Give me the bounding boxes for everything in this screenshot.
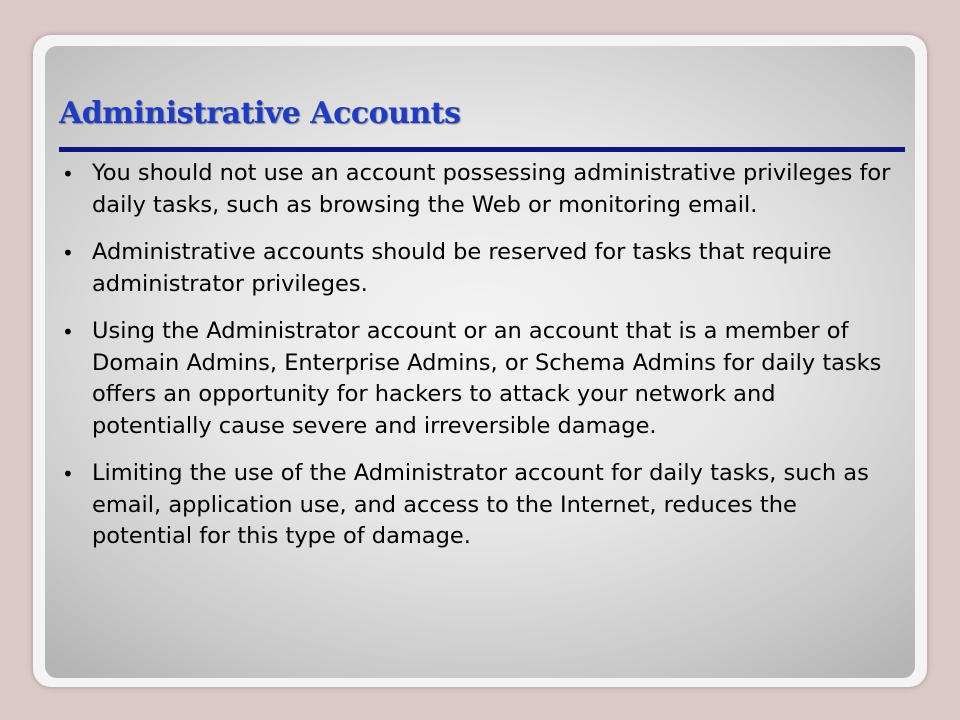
title-underline [59, 147, 905, 152]
bullet-text: Administrative accounts should be reserved for tasks that require administrator privileges. [92, 239, 832, 297]
bullet-list [62, 158, 892, 569]
bullet-text: You should not use an account possessing administrative privileges for daily tasks, such as browsing the Web or monitoring email. [92, 160, 891, 218]
bullet-icon: • [62, 320, 74, 344]
bullet-icon: • [62, 162, 74, 186]
bullet-icon: • [62, 462, 74, 486]
slide [45, 46, 915, 678]
bullet-text: Using the Administrator account or an account that is a member of Domain Admins, Enterprise Admins, or Schema Admins for daily tasks offers an opportunity for hackers to attack your network and potentially cause severe and irreversible damage. [92, 318, 882, 439]
bullet-icon: • [62, 241, 74, 265]
bullet-item [62, 237, 892, 300]
bullet-item [62, 316, 892, 442]
bullet-item [62, 458, 892, 553]
bullet-text: Limiting the use of the Administrator account for daily tasks, such as email, application use, and access to the Internet, reduces the potential for this type of damage. [92, 460, 869, 549]
slide-title: Administrative Accounts [59, 96, 461, 131]
bullet-item [62, 158, 892, 221]
